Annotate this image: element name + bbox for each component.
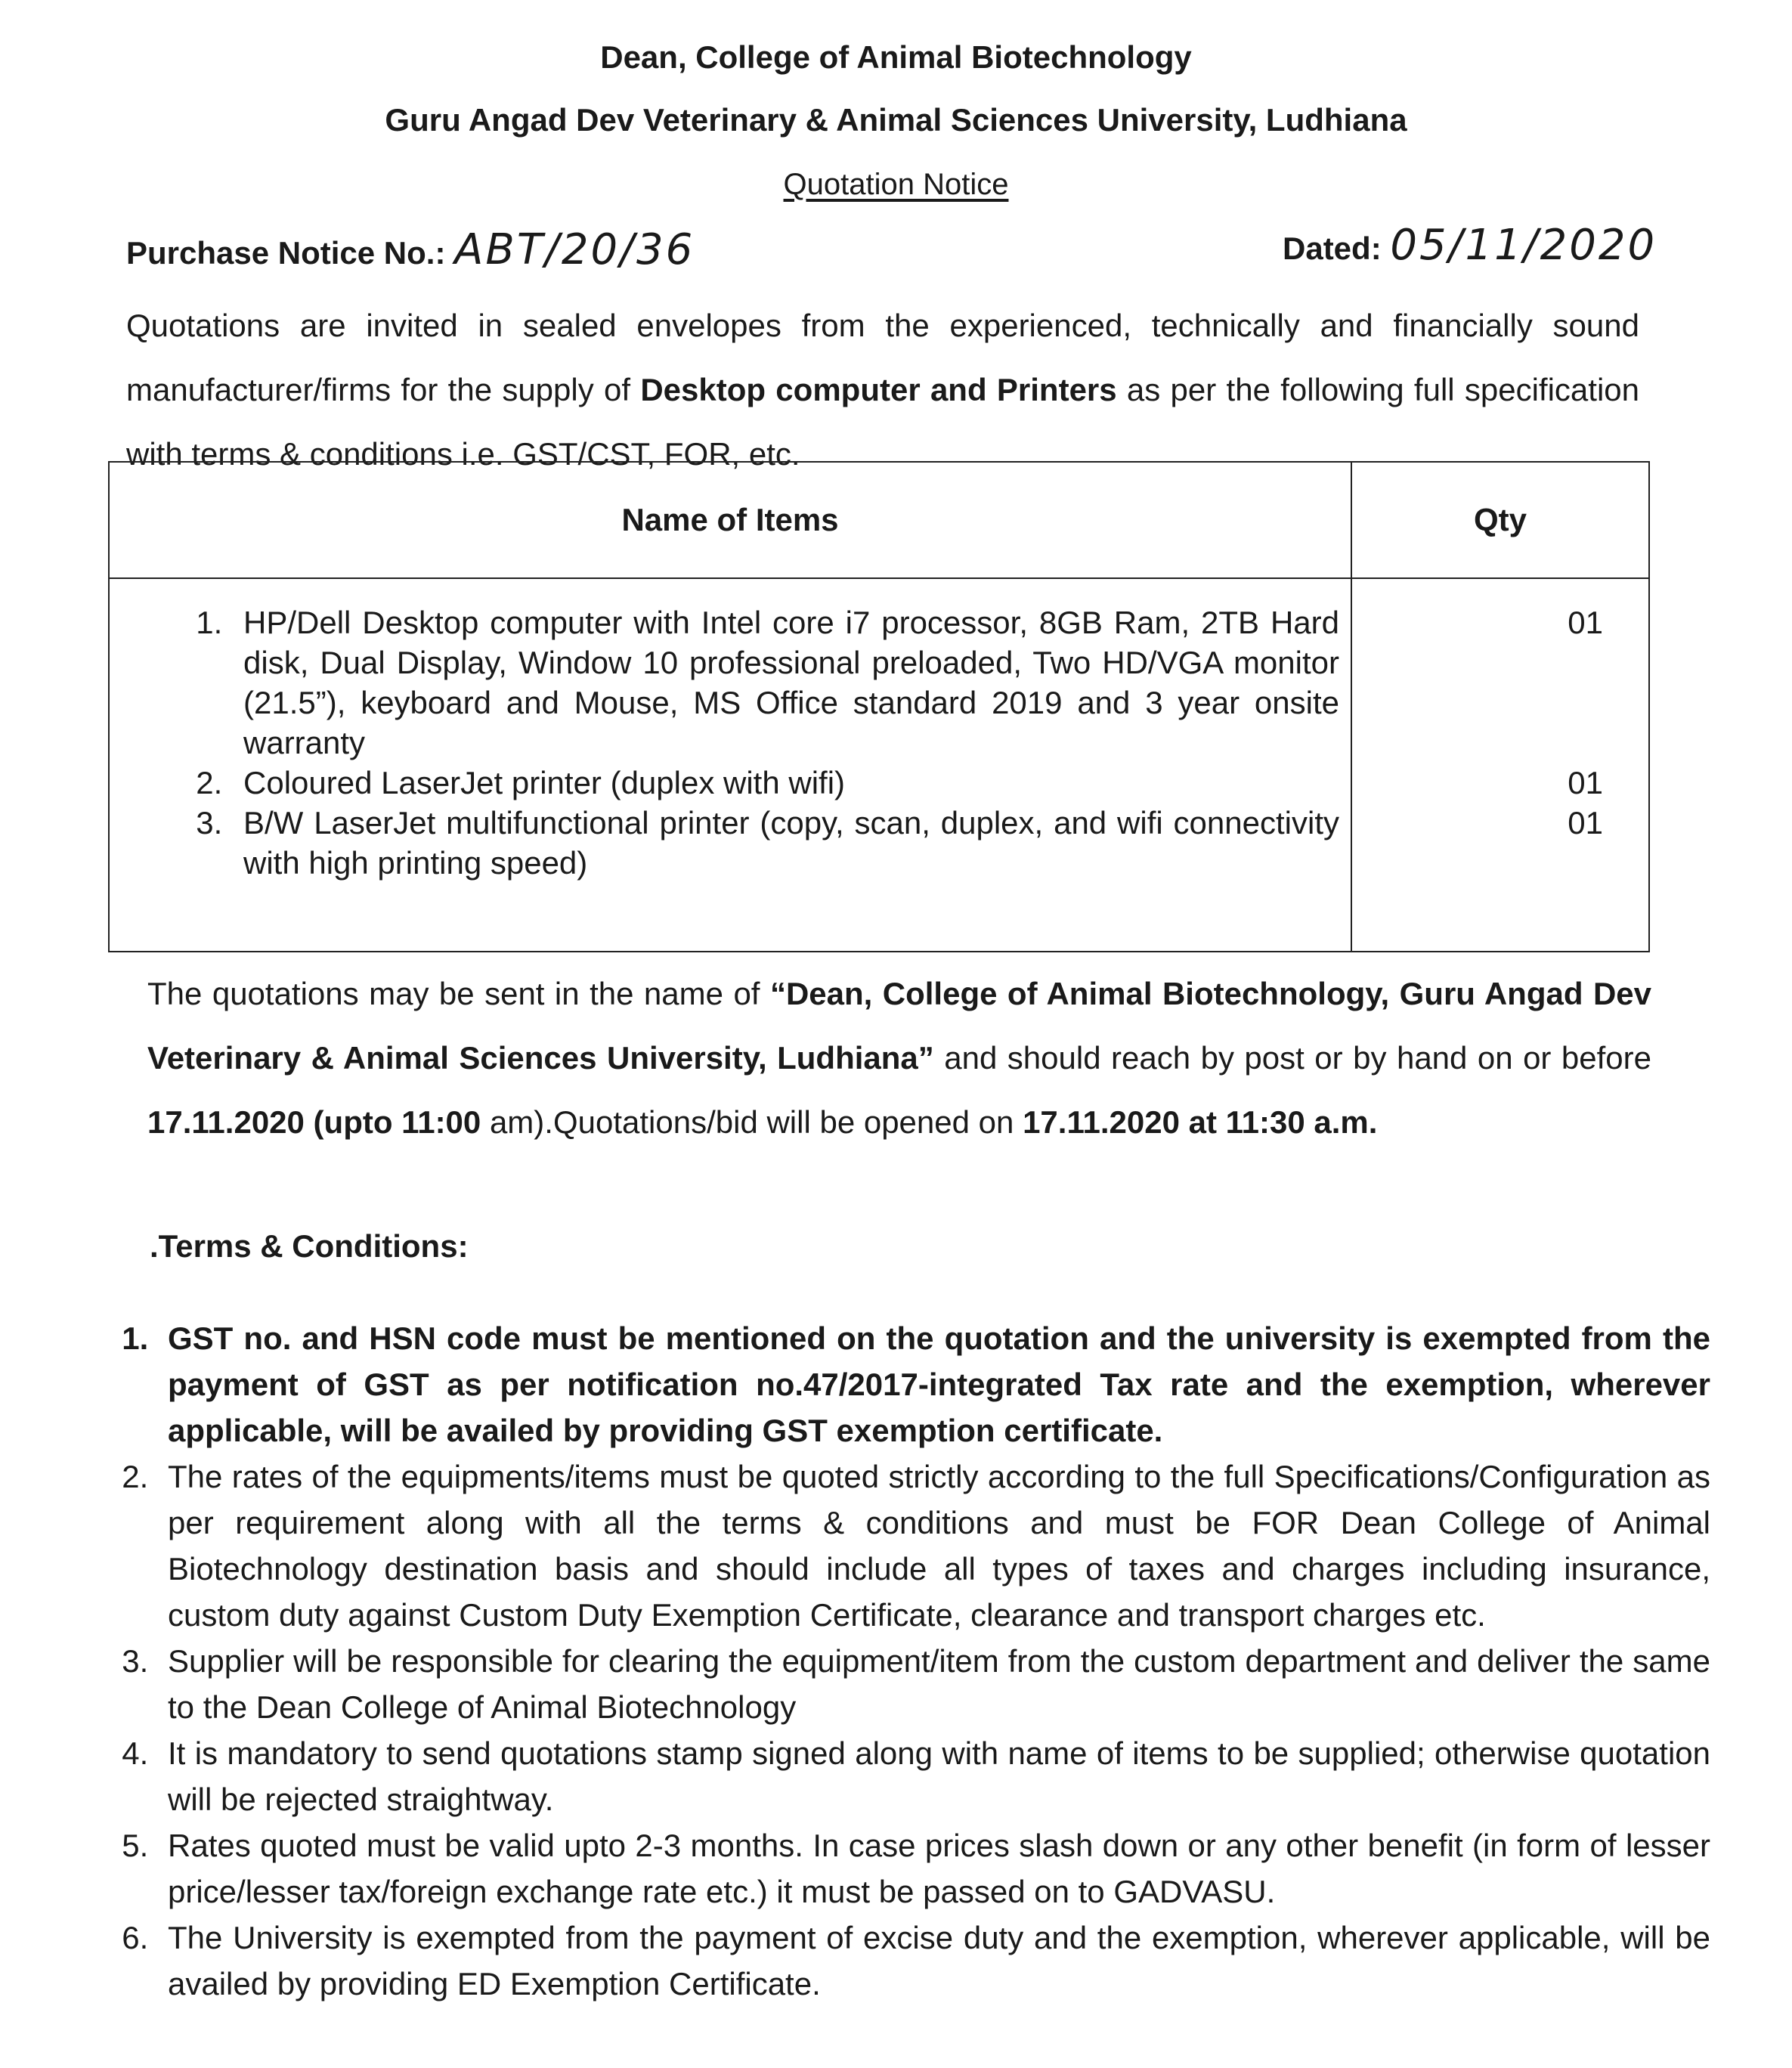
intro-text-after: as per the following full specification with terms & conditions i.e. GST/CST, FOR, etc. <box>126 372 1640 472</box>
item-color-printer: 2. Coloured LaserJet printer (duplex with wifi) <box>231 763 1350 803</box>
qty-desktop: 01 <box>1568 605 1603 640</box>
submission-paragraph <box>147 961 1651 1154</box>
intro-bold-item: Desktop computer and Printers <box>640 372 1117 407</box>
submission-opening: 17.11.2020 at 11:30 a.m. <box>1023 1104 1378 1140</box>
date-value: 05/11/2020 <box>1390 221 1657 270</box>
submission-text-3: am).Quotations/bid will be opened on <box>481 1104 1023 1140</box>
qty-bw-printer: 01 <box>1568 805 1603 841</box>
item-bw-printer: 3. B/W LaserJet multifunctional printer (copy, scan, duplex, and wifi connectivity with high printing speed) <box>231 803 1350 883</box>
term-custom-clearance: 3. Supplier will be responsible for clearing the equipment/item from the custom department and deliver the same to the Dean College of Animal Biotechnology <box>157 1638 1710 1730</box>
date-label: Dated: <box>1283 231 1382 266</box>
submission-addressee: “Dean, College of Animal Biotechnology, Guru Angad Dev Veterinary & Animal Sciences University, Ludhiana” <box>147 976 1652 1076</box>
notice-title-text: Quotation Notice <box>783 168 1009 201</box>
submission-text-1: The quotations may be sent in the name of <box>147 976 770 1011</box>
qty-color-printer: 01 <box>1568 765 1603 800</box>
notice-title <box>0 168 1792 202</box>
items-table <box>108 461 1650 952</box>
term-excise-exemption: 6. The University is exempted from the payment of excise duty and the exemption, wherever applicable, will be availed by providing ED Exemption Certificate. <box>157 1915 1710 2007</box>
term-rates: 2. The rates of the equipments/items must be quoted strictly according to the full Specifications/Configuration as per requirement along with all the terms & conditions and must be FOR Dean College of Animal Biotechnology destination basis and should include all types of taxes and charges including insurance, custom duty against Custom Duty Exemption Certificate, clearance and transport charges etc. <box>157 1453 1710 1638</box>
col-header-qty: Qty <box>1351 462 1649 578</box>
item-desktop: 1. HP/Dell Desktop computer with Intel core i7 processor, 8GB Ram, 2TB Hard disk, Dual Display, Window 10 professional preloaded, Two HD/VGA monitor (21.5”), keyboard and Mouse, MS Office standard 2019 and 3 year onsite warranty <box>231 602 1350 763</box>
submission-deadline-time: (upto 11:00 <box>304 1104 481 1140</box>
item-list <box>110 602 1350 883</box>
notice-date <box>1283 221 1657 270</box>
intro-paragraph <box>126 293 1639 486</box>
university-heading: Guru Angad Dev Veterinary & Animal Sciences University, Ludhiana <box>385 102 1407 138</box>
notice-number-value: ABT/20/36 <box>454 225 695 274</box>
terms-list <box>98 1315 1710 2007</box>
submission-deadline-date: 17.11.2020 <box>147 1104 305 1140</box>
col-header-name: Name of Items <box>109 462 1351 578</box>
items-table-body <box>109 578 1649 952</box>
term-stamp-signed: 4. It is mandatory to send quotations stamp signed along with name of items to be supplied; otherwise quotation will be rejected straightway. <box>157 1730 1710 1822</box>
items-name-cell <box>109 578 1351 952</box>
term-rate-validity: 5. Rates quoted must be valid upto 2-3 months. In case prices slash down or any other benefit (in form of lesser price/lesser tax/foreign exchange rate etc.) it must be passed on to GADVASU. <box>157 1822 1710 1915</box>
intro-text-before: Quotations are invited in sealed envelopes from the experienced, technically and financially sound manufacturer/firms for the supply of <box>126 308 1639 407</box>
submission-text-2: and should reach by post or by hand on or before <box>933 1040 1651 1076</box>
terms-heading: .Terms & Conditions: <box>150 1228 469 1264</box>
term-gst: 1. GST no. and HSN code must be mentioned on the quotation and the university is exempted from the payment of GST as per notification no.47/2017-integrated Tax rate and the exemption, wherever applicable, will be availed by providing GST exemption certificate. <box>157 1315 1710 1453</box>
purchase-notice-number <box>126 225 695 274</box>
items-table-header <box>109 462 1649 578</box>
notice-number-label: Purchase Notice No.: <box>126 235 446 271</box>
items-qty-cell <box>1351 578 1649 952</box>
office-heading: Dean, College of Animal Biotechnology <box>600 39 1192 75</box>
